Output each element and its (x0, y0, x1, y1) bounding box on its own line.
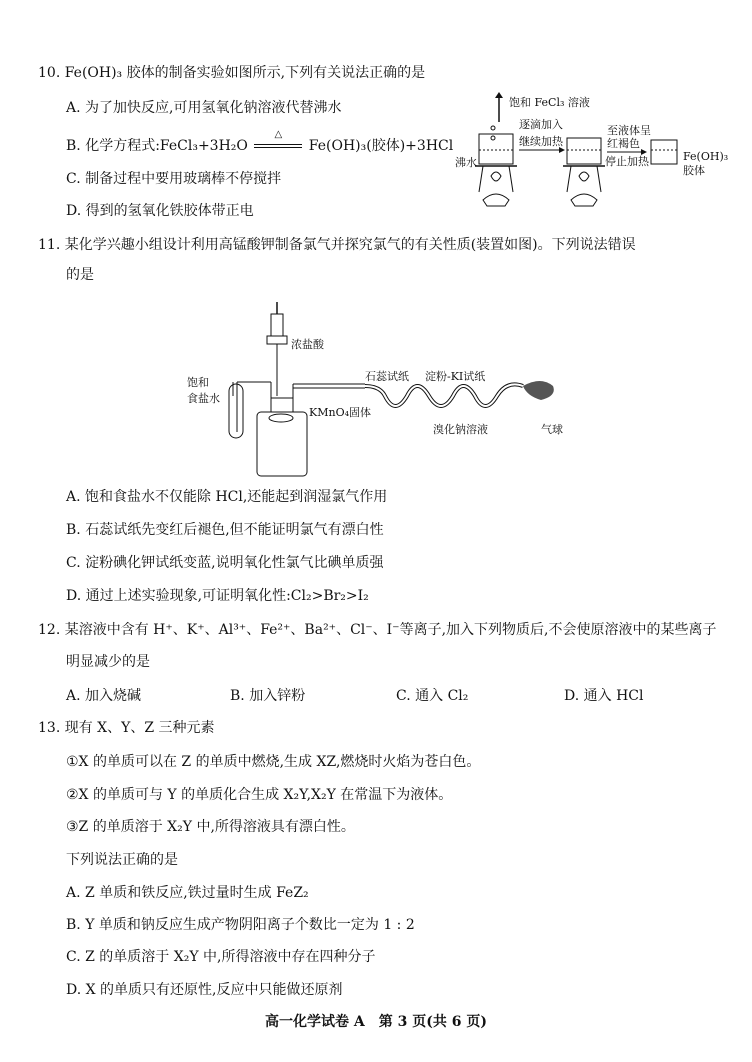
q12-stem-line2: 明显减少的是 (66, 654, 150, 670)
q10-b-left: B. 化学方程式:FeCl₃+3H₂O (66, 138, 248, 154)
q12-option-d: D. 通入 HCl (564, 688, 644, 704)
q12-option-a: A. 加入烧碱 (66, 688, 142, 704)
q11-fig-solid: KMnO₄固体 (309, 406, 371, 419)
q10-b-right: Fe(OH)₃(胶体)+3HCl (308, 138, 454, 154)
q13-stem: 13. 现有 X、Y、Z 三种元素 (38, 720, 215, 736)
q10-fig-step3: 至液体呈 (607, 124, 651, 137)
q11-stem-line2: 的是 (66, 267, 94, 283)
q10-option-d: D. 得到的氢氧化铁胶体带正电 (66, 203, 254, 219)
q11-fig-litmus: 石蕊试纸 (365, 370, 409, 383)
q11-option-a: A. 饱和食盐水不仅能除 HCl,还能起到润湿氯气作用 (66, 489, 388, 505)
q10-b-heat: △ (274, 129, 283, 140)
page-footer: 高一化学试卷 A 第 3 页(共 6 页) (265, 1014, 487, 1030)
q10-fig-step1: 逐滴加入 (519, 118, 563, 131)
q11-option-b: B. 石蕊试纸先变红后褪色,但不能证明氯气有漂白性 (66, 522, 384, 538)
q12-stem-line1: 12. 某溶液中含有 H⁺、K⁺、Al³⁺、Fe²⁺、Ba²⁺、Cl⁻、I⁻等离子,加入下列物质后,不会使原溶液中的某些离子 (38, 622, 717, 638)
q10-option-c: C. 制备过程中要用玻璃棒不停搅拌 (66, 171, 282, 187)
q10-figure (455, 92, 730, 217)
q11-fig-nabr: 溴化钠溶液 (433, 423, 488, 436)
q11-fig-starch: 淀粉-KI试纸 (425, 370, 486, 383)
q13-condition-1: ①X 的单质可以在 Z 的单质中燃烧,生成 XZ,燃烧时火焰为苍白色。 (66, 754, 481, 770)
equals-sign (254, 144, 302, 148)
q12-option-b: B. 加入锌粉 (230, 688, 306, 704)
q13-condition-3: ③Z 的单质溶于 X₂Y 中,所得溶液具有漂白性。 (66, 819, 355, 835)
q13-option-a: A. Z 单质和铁反应,铁过量时生成 FeZ₂ (66, 885, 309, 901)
q11-figure (185, 300, 585, 480)
q13-ask: 下列说法正确的是 (66, 852, 178, 868)
q13-option-b: B. Y 单质和钠反应生成产物阴阳离子个数比一定为 1 : 2 (66, 917, 415, 933)
q11-stem-line1: 11. 某化学兴趣小组设计利用高锰酸钾制备氯气并探究氯气的有关性质(装置如图)。下列说法错误 (38, 237, 636, 253)
q11-fig-brine2: 食盐水 (187, 392, 220, 405)
q10-fig-step5: 停止加热 (605, 155, 649, 168)
q11-option-c: C. 淀粉碘化钾试纸变蓝,说明氧化性氯气比碘单质强 (66, 555, 384, 571)
q11-fig-brine1: 饱和 (187, 376, 209, 389)
q10-fig-water: 沸水 (455, 156, 477, 169)
q10-stem: 10. Fe(OH)₃ 胶体的制备实验如图所示,下列有关说法正确的是 (38, 65, 426, 81)
q11-option-d: D. 通过上述实验现象,可证明氧化性:Cl₂>Br₂>I₂ (66, 588, 369, 604)
q10-fig-product1: Fe(OH)₃ (683, 150, 729, 163)
q11-fig-acid: 浓盐酸 (291, 338, 324, 351)
q13-condition-2: ②X 的单质可与 Y 的单质化合生成 X₂Y,X₂Y 在常温下为液体。 (66, 787, 453, 803)
q10-fig-product2: 胶体 (683, 164, 705, 177)
q10-b-arrow (252, 129, 304, 155)
q10-fig-step4: 红褐色 (607, 137, 640, 150)
q10-fig-reagent: 饱和 FeCl₃ 溶液 (509, 96, 590, 109)
q12-option-c: C. 通入 Cl₂ (396, 688, 469, 704)
q10-option-a: A. 为了加快反应,可用氢氧化钠溶液代替沸水 (66, 100, 342, 116)
q13-option-d: D. X 的单质只有还原性,反应中只能做还原剂 (66, 982, 343, 998)
q10-option-b (66, 129, 454, 155)
q10-fig-step2: 继续加热 (519, 135, 563, 148)
q13-option-c: C. Z 的单质溶于 X₂Y 中,所得溶液中存在四种分子 (66, 949, 376, 965)
q11-fig-balloon: 气球 (541, 423, 563, 436)
